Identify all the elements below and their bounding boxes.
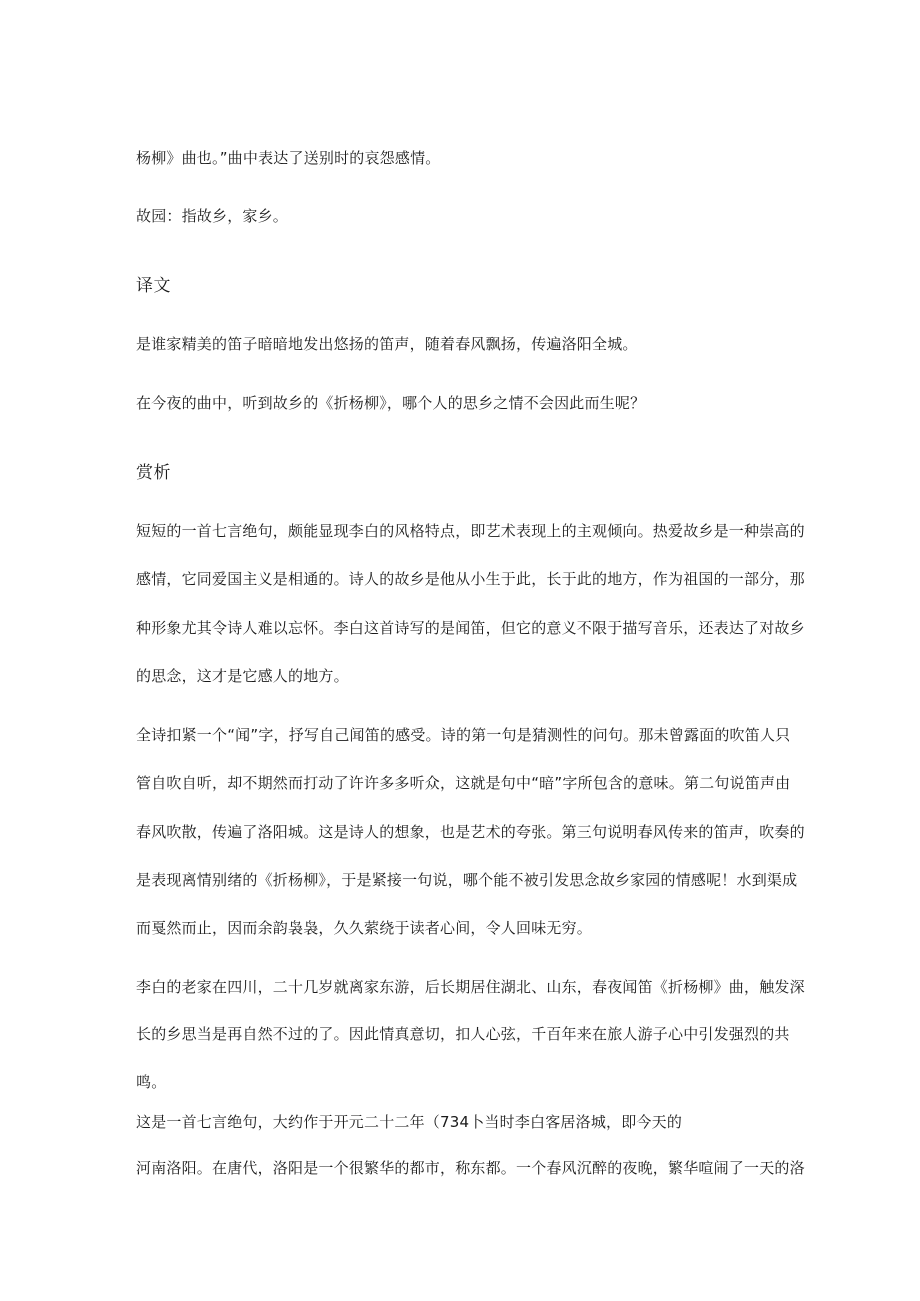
- paragraph-line: 春风吹散，传遍了洛阳城。这是诗人的想象，也是艺术的夸张。第三句说明春风传来的笛声，吹奏的: [136, 823, 805, 841]
- paragraph-line: 全诗扣紧一个“闻”字，抒写自己闻笛的感受。诗的第一句是猜测性的问句。那未曾露面的吹笛人只: [136, 726, 791, 744]
- paragraph-line: 的思念，这才是它感人的地方。: [136, 667, 349, 685]
- section-heading-translation: 译文: [136, 276, 171, 296]
- paragraph-line: 感情，它同爱国主义是相通的。诗人的故乡是他从小生于此，长于此的地方，作为祖国的一部分，那: [136, 570, 805, 588]
- translation-line: 在今夜的曲中，听到故乡的《折杨柳》，哪个人的思乡之情不会因此而生呢？: [136, 394, 646, 412]
- paragraph-line: 管自吹自听，却不期然而打动了许许多多听众，这就是句中“暗”字所包含的意味。第二句说笛声由: [136, 774, 791, 792]
- paragraph-line: 长的乡思当是再自然不过的了。因此情真意切，扣人心弦，千百年来在旅人游子心中引发强烈的共: [136, 1025, 790, 1043]
- paragraph-line: 鸣。: [136, 1073, 167, 1091]
- paragraph-line: 李白的老家在四川，二十几岁就离家东游，后长期居住湖北、山东，春夜闻笛《折杨柳》曲，触发深: [136, 978, 805, 996]
- paragraph-line: 这是一首七言绝句，大约作于开元二十二年（734卜当时李白客居洛城，即今天的: [136, 1113, 683, 1131]
- paragraph-line: 是表现离情别绪的《折杨柳》，于是紧接一句说，哪个能不被引发思念故乡家园的情感呢！水到渠成: [136, 871, 798, 889]
- annotation-line: 杨柳》曲也。”曲中表达了送别时的哀怨感情。: [136, 149, 441, 167]
- paragraph-line: 种形象尤其令诗人难以忘怀。李白这首诗写的是闻笛，但它的意义不限于描写音乐，还表达了对故乡: [136, 619, 805, 637]
- annotation-line: 故园：指故乡，家乡。: [136, 207, 289, 225]
- paragraph-line: 而戛然而止，因而余韵袅袅，久久萦绕于读者心间，令人回味无穷。: [136, 919, 593, 937]
- paragraph-line: 河南洛阳。在唐代，洛阳是一个很繁华的都市，称东都。一个春风沉醉的夜晚，繁华喧闹了一天的洛: [136, 1159, 805, 1177]
- translation-line: 是谁家精美的笛子暗暗地发出悠扬的笛声，随着春风飘扬，传遍洛阳全城。: [136, 335, 638, 353]
- section-heading-appreciation: 赏析: [136, 463, 171, 483]
- paragraph-line: 短短的一首七言绝句，颇能显现李白的风格特点，即艺术表现上的主观倾向。热爱故乡是一种崇高的: [136, 522, 805, 540]
